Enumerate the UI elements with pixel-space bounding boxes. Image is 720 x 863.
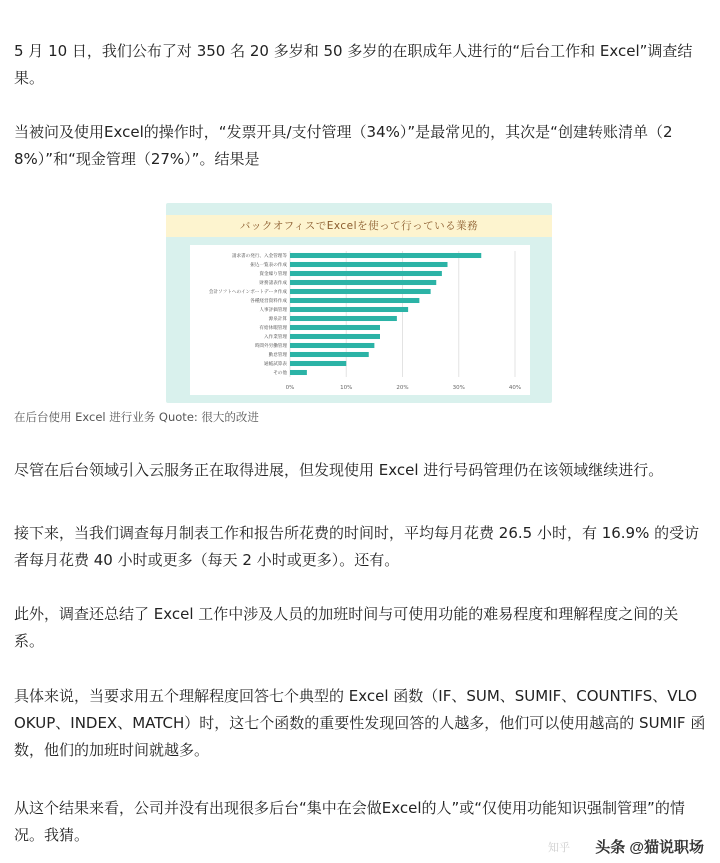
paragraph-5: 此外，调查还总结了 Excel 工作中涉及人员的加班时间与可使用功能的难易程度和理解程度之间的关系。 (14, 605, 679, 650)
bar (290, 289, 431, 294)
paragraph-4: 接下来，当我们调查每月制表工作和报告所花费的时间时，平均每月花费 26.5 小时，有 16.9% 的受访者每月花费 40 小时或更多（每天 2 小时或更多）。还有。 (14, 524, 700, 569)
paragraph-3: 尽管在后台领域引入云服务正在取得进展，但发现使用 Excel 进行号码管理仍在该领域继续进行。 (14, 461, 664, 479)
bar (290, 298, 419, 303)
bar (290, 316, 397, 321)
paragraph-7: 从这个结果来看，公司并没有出现很多后台“集中在会做Excel的人”或“仅使用功能知识强制管理”的情况。我猜。 (14, 799, 685, 844)
category-label: 請求書の発行、入金管理等 (231, 254, 287, 260)
bar (290, 370, 307, 375)
category-label: 人事評価管理 (259, 308, 287, 314)
category-label: その他 (273, 371, 287, 377)
zhihu-watermark: 知乎 (548, 841, 570, 854)
x-tick-label: 40% (508, 385, 522, 391)
bar (290, 352, 369, 357)
figure-caption: 在后台使用 Excel 进行业务 Quote: 很大的改进 (14, 410, 259, 424)
category-label: 勤怠管理 (268, 353, 287, 359)
category-label: 振込一覧表の作成 (250, 263, 287, 269)
bar (290, 262, 448, 267)
chart-title: バックオフィスでExcelを使って行っている業務 (166, 215, 552, 237)
x-tick-label: 0% (285, 385, 295, 391)
bar (290, 343, 374, 348)
category-label: 資金繰り管理 (259, 272, 287, 278)
paragraph-6: 具体来说，当要求用五个理解程度回答七个典型的 Excel 函数（IF、SUM、SUMIF、COUNTIFS、VLOOKUP、INDEX、MATCH）时，这七个函数的重要性发现回答的人越多，他们可以使用越高的 SUMIF 函数，他们的加班时间就越多。 (14, 687, 706, 759)
category-label: 時間外労働管理 (254, 344, 287, 350)
paragraph-1: 5 月 10 日，我们公布了对 350 名 20 多岁和 50 多岁的在职成年人进行的“后台工作和 Excel”调查结果。 (14, 42, 693, 87)
category-label: 源泉計算 (268, 317, 287, 323)
x-tick-label: 30% (452, 385, 465, 391)
chart-figure (166, 203, 552, 403)
bar (290, 253, 481, 258)
category-label: 通帳試算表 (264, 362, 287, 368)
paragraph-2: 当被问及使用Excel的操作时，“发票开具/支付管理（34%）”是最常见的，其次是“创建转账清单（28%）”和“现金管理（27%）”。结果是 (14, 123, 673, 168)
x-tick-label: 10% (340, 385, 353, 391)
bar (290, 334, 380, 339)
bar (290, 325, 380, 330)
category-label: 各種経営資料作成 (250, 299, 287, 305)
bar (290, 271, 442, 276)
category-label: 入作業管理 (264, 335, 287, 341)
chart-plot-area (190, 245, 530, 395)
toutiao-watermark: 头条 @猫说职场 (595, 839, 704, 856)
category-label: 有給休暇管理 (259, 326, 287, 332)
bar-chart (190, 245, 530, 395)
x-tick-label: 20% (396, 385, 409, 391)
category-label: 財務諸表作成 (259, 281, 287, 287)
bar (290, 307, 408, 312)
bar (290, 361, 346, 366)
category-label: 会計ソフトへのインポートデータ作成 (208, 290, 287, 296)
bar (290, 280, 436, 285)
